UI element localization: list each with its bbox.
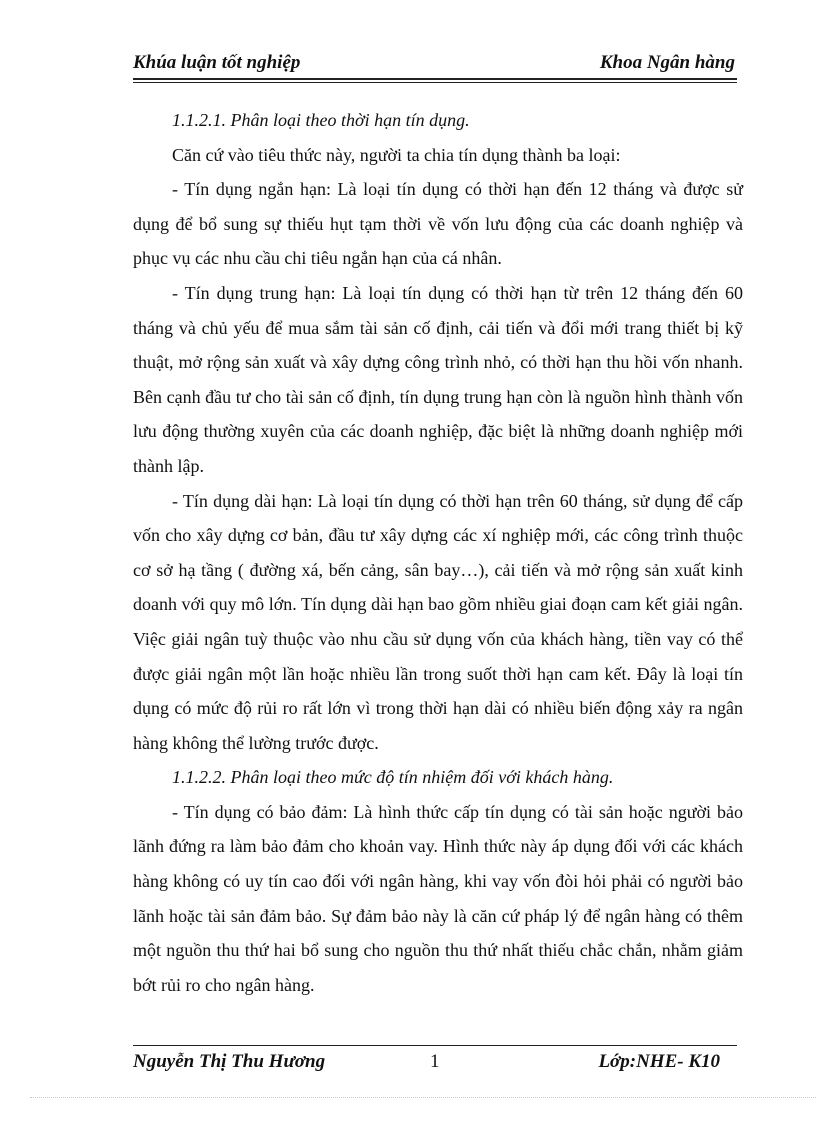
paragraph-short-term-credit: - Tín dụng ngắn hạn: Là loại tín dụng có thời hạn đến 12 tháng và được sử dụng để bổ sung sự thiếu hụt tạm thời về vốn lưu động của các doanh nghiệp và phục vụ các nhu cầu chi tiêu ngắn hạn của cá nhân. bbox=[133, 179, 743, 269]
page-header bbox=[133, 52, 737, 78]
paragraph-secured-credit: - Tín dụng có bảo đảm: Là hình thức cấp tín dụng có tài sản hoặc người bảo lãnh đứng ra làm bảo đảm cho khoản vay. Hình thức này áp dụng đối với các khách hàng không có uy tín cao đối với ngân hàng, khi vay vốn đòi hỏi phải có người bảo lãnh hoặc tài sản đảm bảo. Sự đảm bảo này là căn cứ pháp lý để ngân hàng có thêm một nguồn thu thứ hai bổ sung cho nguồn thu thứ nhất thiếu chắc chắn, nhằm giảm bớt rủi ro cho ngân hàng. bbox=[133, 801, 743, 995]
paragraph-intro: Căn cứ vào tiêu thức này, người ta chia tín dụng thành ba loại: bbox=[172, 144, 621, 165]
paragraph-medium-term-credit: - Tín dụng trung hạn: Là loại tín dụng có thời hạn từ trên 12 tháng đến 60 tháng và chủ yếu để mua sắm tài sản cố định, cải tiến và đổi mới trang thiết bị kỹ thuật, mở rộng sản xuất và xây dựng công trình nhỏ, có thời hạn thu hồi vốn nhanh. Bên cạnh đầu tư cho tài sản cố định, tín dụng trung hạn còn là nguồn hình thành vốn lưu động thường xuyên của các doanh nghiệp, đặc biệt là những doanh nghiệp mới thành lập. bbox=[133, 282, 743, 476]
footer-class: Lớp:NHE- K10 bbox=[598, 1051, 720, 1072]
paragraph-long-term-credit: - Tín dụng dài hạn: Là loại tín dụng có thời hạn trên 60 tháng, sử dụng để cấp vốn cho xây dựng cơ bản, đầu tư xây dựng các xí nghiệp mới, các công trình thuộc cơ sở hạ tầng ( đường xá, bến cảng, sân bay…), cải tiến và mở rộng sản xuất kinh doanh với quy mô lớn. Tín dụng dài hạn bao gồm nhiều giai đoạn cam kết giải ngân. Việc giải ngân tuỳ thuộc vào nhu cầu sử dụng vốn của khách hàng, tiền vay có thể được giải ngân một lần hoặc nhiều lần trong suốt thời hạn cam kết. Đây là loại tín dụng có mức độ rủi ro rất lớn vì trong thời hạn dài có nhiều biến động xảy ra ngân hàng không thể lường trước được. bbox=[133, 490, 743, 753]
header-rule-thick bbox=[133, 78, 737, 80]
header-department: Khoa Ngân hàng bbox=[599, 52, 735, 73]
document-body bbox=[133, 103, 743, 1002]
footer-rule bbox=[133, 1045, 737, 1046]
footer-page-number: 1 bbox=[430, 1051, 440, 1072]
header-rule-thin bbox=[133, 82, 737, 83]
footer-author: Nguyễn Thị Thu Hương bbox=[133, 1051, 326, 1072]
page-footer bbox=[133, 1051, 737, 1077]
header-thesis-title: Khúa luận tốt nghiệp bbox=[133, 52, 301, 73]
page-bottom-dotted-border bbox=[30, 1097, 816, 1098]
section-heading-1-1-2-2: 1.1.2.2. Phân loại theo mức độ tín nhiệm đối với khách hàng. bbox=[172, 767, 614, 788]
section-heading-1-1-2-1: 1.1.2.1. Phân loại theo thời hạn tín dụng. bbox=[172, 110, 470, 130]
